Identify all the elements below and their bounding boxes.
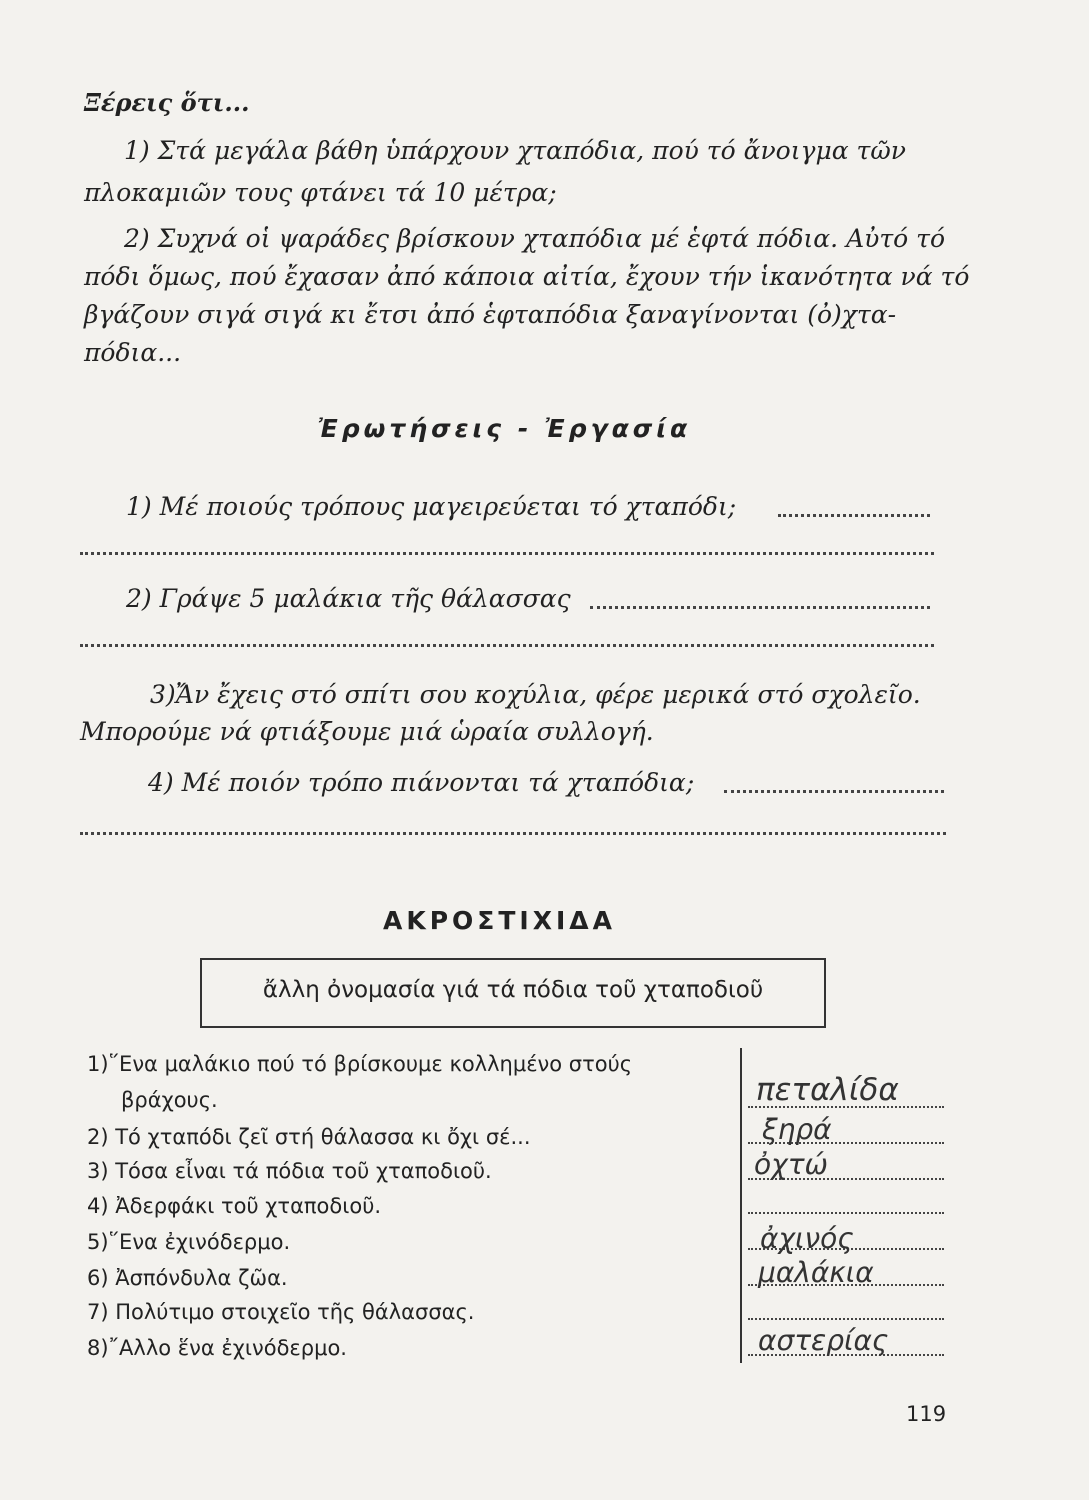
question-text: 3)Ἄν ἔχεις στό σπίτι σου κοχύλια, φέρε μερικά στό σχολεῖο.: [150, 680, 921, 709]
acrostic-hint-box: [200, 958, 826, 1028]
clue-item: 2) Τό χταπόδι ζεῖ στή θάλασσα κι ὄχι σέ...: [87, 1125, 531, 1149]
clue-item: 6) Ἀσπόνδυλα ζῶα.: [87, 1266, 288, 1290]
question-text: 2) Γράψε 5 μαλάκια τῆς θάλασσας: [126, 584, 571, 613]
acrostic-column-divider: [740, 1048, 742, 1363]
clue-item: 8)῎Αλλο ἕνα ἐχινόδερμο.: [87, 1336, 347, 1360]
answer-line[interactable]: [778, 514, 930, 517]
clue-item: 4) Ἀδερφάκι τοῦ χταποδιοῦ.: [87, 1194, 382, 1218]
question-text: 1) Μέ ποιούς τρόπους μαγειρεύεται τό χταπόδι;: [126, 492, 737, 521]
acrostic-hint: ἄλλη ὀνομασία γιά τά πόδια τοῦ χταποδιοῦ: [262, 977, 764, 1003]
fact-line: 1) Στά μεγάλα βάθη ὑπάρχουν χταπόδια, πού τό ἄνοιγμα τῶν: [124, 136, 906, 165]
answer-line[interactable]: [748, 1318, 944, 1320]
handwritten-answer: πεταλίδα: [756, 1072, 899, 1108]
answer-line[interactable]: [80, 832, 946, 835]
fact-line: βγάζουν σιγά σιγά κι ἔτσι ἀπό ἑφταπόδια ξαναγίνονται (ὀ)χτα-: [84, 300, 897, 329]
handwritten-answer: ὀχτώ: [754, 1148, 829, 1181]
clue-item: 3) Τόσα εἶναι τά πόδια τοῦ χταποδιοῦ.: [87, 1159, 492, 1183]
did-you-know-heading: Ξέρεις ὅτι...: [84, 88, 250, 117]
question-text: 4) Μέ ποιόν τρόπο πιάνονται τά χταπόδια;: [148, 768, 695, 797]
answer-line[interactable]: [80, 552, 934, 555]
handwritten-answer: ξηρά: [762, 1113, 832, 1146]
fact-line: 2) Συχνά οἱ ψαράδες βρίσκουν χταπόδια μέ ἑφτά πόδια. Αὐτό τό: [124, 224, 946, 253]
fact-line: πλοκαμιῶν τους φτάνει τά 10 μέτρα;: [84, 178, 557, 207]
acrostic-title: ΑΚΡΟΣΤΙΧΙΔΑ: [383, 906, 617, 935]
handwritten-answer: αστερίας: [758, 1324, 889, 1357]
clue-item: βράχους.: [121, 1088, 218, 1112]
answer-line[interactable]: [590, 606, 930, 609]
fact-line: πόδια...: [84, 338, 182, 367]
clue-item: 1)῞Ενα μαλάκιο πού τό βρίσκουμε κολλημένο στούς: [87, 1052, 633, 1076]
handwritten-answer: ἀχινός: [760, 1222, 854, 1255]
handwritten-answer: μαλάκια: [758, 1256, 874, 1289]
clue-item: 5)῞Ενα ἐχινόδερμο.: [87, 1230, 291, 1254]
question-text: Μπορούμε νά φτιάξουμε μιά ὡραία συλλογή.: [80, 717, 654, 746]
page-number: 119: [906, 1402, 947, 1426]
clue-item: 7) Πολύτιμο στοιχεῖο τῆς θάλασσας.: [87, 1300, 475, 1324]
answer-line[interactable]: [724, 790, 944, 793]
answer-line[interactable]: [748, 1212, 944, 1214]
questions-heading: Ἐρωτήσεις - Ἐργασία: [318, 414, 692, 443]
answer-line[interactable]: [80, 644, 934, 647]
fact-line: πόδι ὅμως, πού ἔχασαν ἀπό κάποια αἰτία, ἔχουν τήν ἱκανότητα νά τό: [84, 262, 970, 291]
